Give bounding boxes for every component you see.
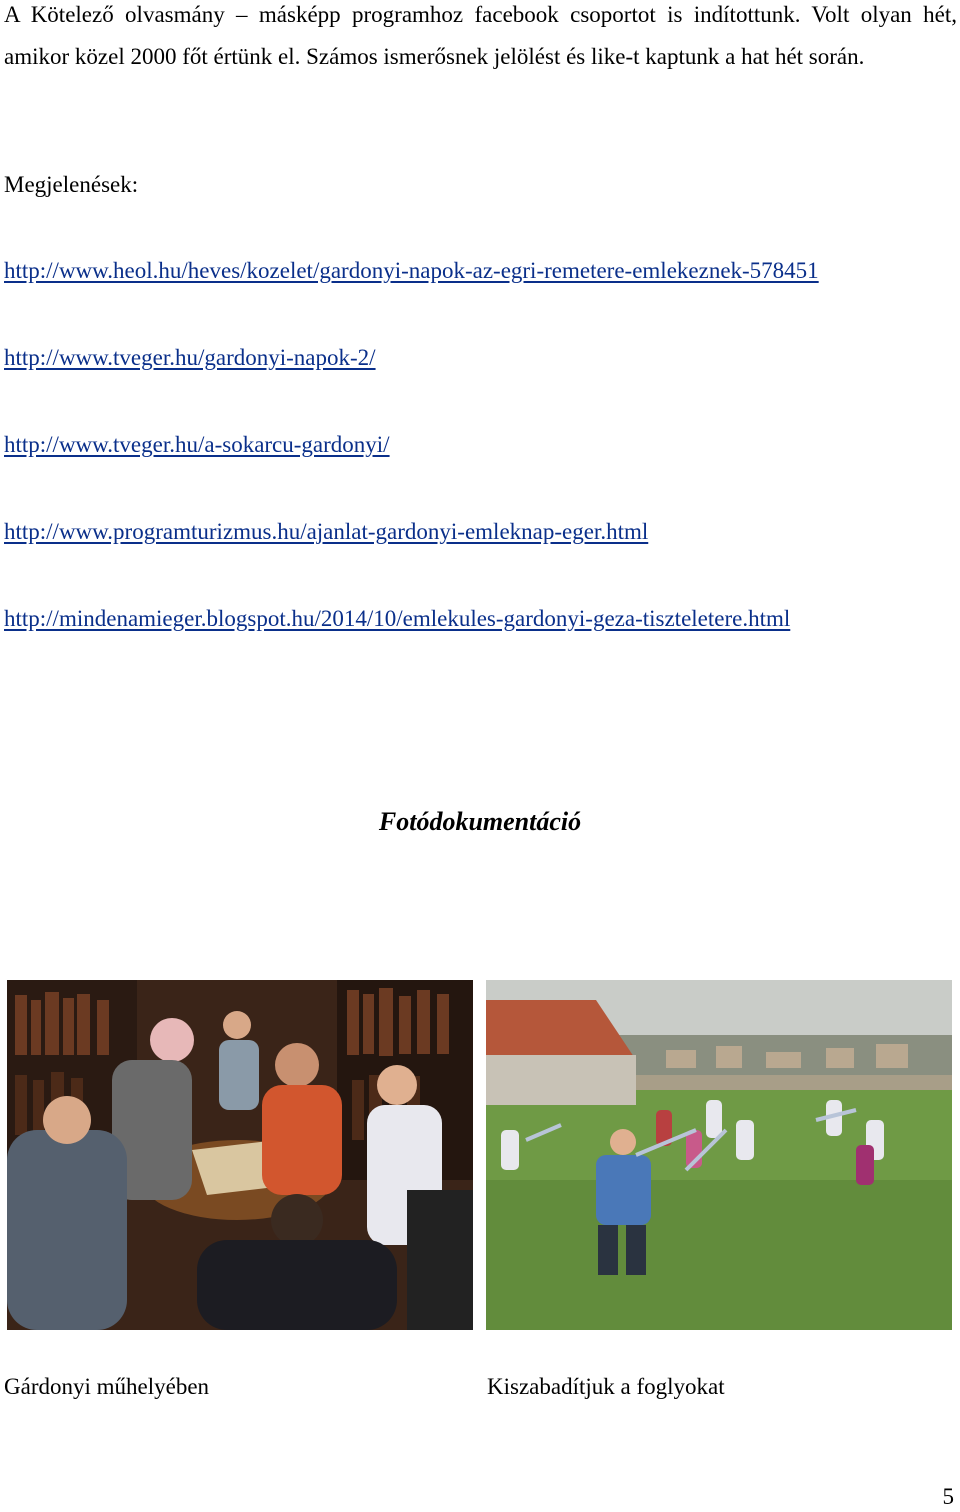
photo-workshop-image: [7, 980, 473, 1330]
appearances-label: Megjelenések:: [4, 172, 139, 197]
page-number: 5: [942, 1484, 954, 1509]
intro-paragraph: A Kötelező olvasmány – másképp programhoz facebook csoportot is indítottunk. Volt olyan hét, amikor közel 2000 főt értünk el. Számos ismerősnek jelölést és like-t kaptunk a hat hét során.: [4, 2, 957, 69]
link-programturizmus[interactable]: http://www.programturizmus.hu/ajanlat-gardonyi-emleknap-eger.html: [4, 519, 649, 544]
photo-workshop: [7, 980, 473, 1330]
photo-section-heading: Fotódokumentáció: [378, 807, 582, 836]
photo-workshop-caption: Gárdonyi műhelyében: [4, 1374, 210, 1399]
photo-castle-lawn: [486, 980, 952, 1330]
photo-castle-lawn-image: [486, 980, 952, 1330]
link-heol[interactable]: http://www.heol.hu/heves/kozelet/gardonyi-napok-az-egri-remetere-emlekeznek-578451: [4, 258, 819, 283]
link-mindenamieger[interactable]: http://mindenamieger.blogspot.hu/2014/10/emlekules-gardonyi-geza-tiszteletere.html: [4, 606, 791, 631]
photo-castle-lawn-caption: Kiszabadítjuk a foglyokat: [487, 1374, 725, 1399]
link-tveger-gardonyi-napok[interactable]: http://www.tveger.hu/gardonyi-napok-2/: [4, 345, 376, 370]
link-tveger-sokarcu[interactable]: http://www.tveger.hu/a-sokarcu-gardonyi/: [4, 432, 390, 457]
